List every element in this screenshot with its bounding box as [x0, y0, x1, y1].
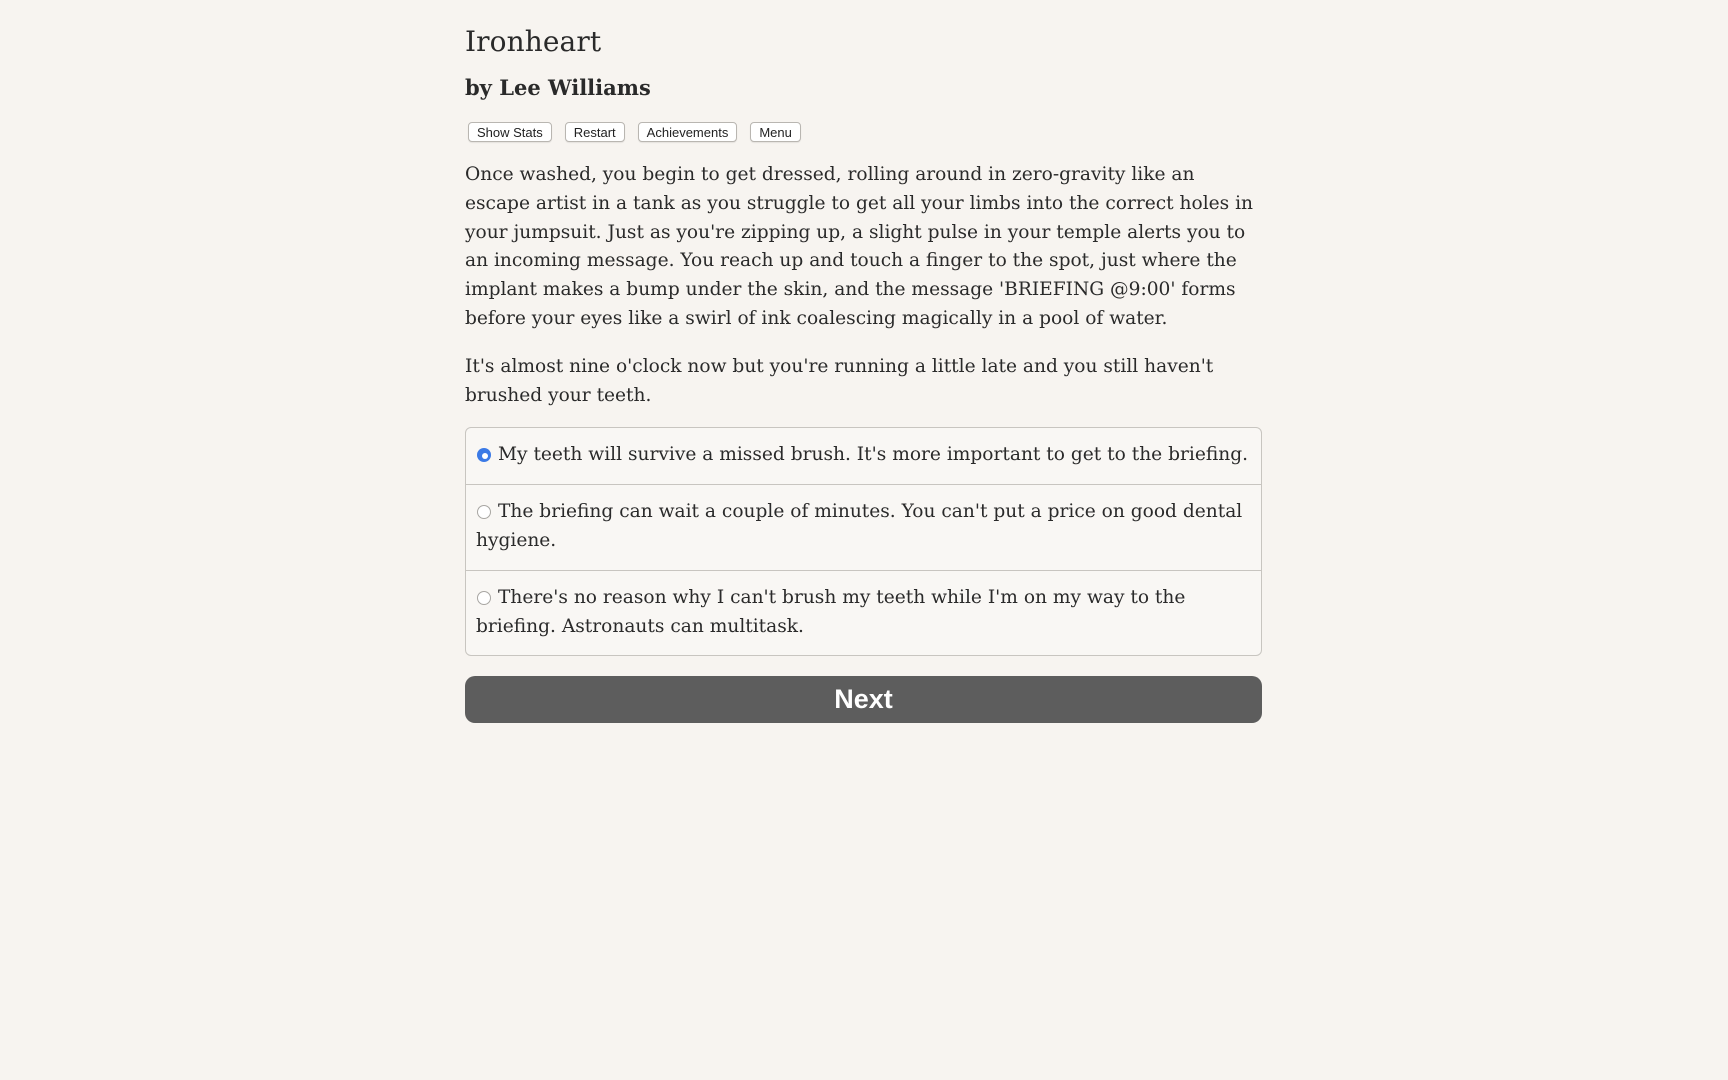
- choice-label: My teeth will survive a missed brush. It's more important to get to the briefing.: [498, 444, 1249, 466]
- choice-label: There's no reason why I can't brush my teeth while I'm on my way to the briefing. Astronauts can multitask.: [476, 586, 1186, 637]
- story-paragraph: It's almost nine o'clock now but you're running a little late and you still haven't brushed your teeth.: [465, 355, 1214, 406]
- game-author: by Lee Williams: [465, 75, 651, 100]
- choice-label: The briefing can wait a couple of minutes. You can't put a price on good dental hygiene.: [476, 501, 1243, 551]
- next-button[interactable]: Next: [465, 676, 1262, 723]
- game-container: [465, 20, 1262, 723]
- toolbar: [465, 122, 1262, 144]
- radio-unselected-icon[interactable]: [477, 591, 491, 605]
- story-paragraph: Once washed, you begin to get dressed, rolling around in zero-gravity like an escape artist in a tank as you struggle to get all your limbs into the correct holes in your jumpsuit. Just as you're zipping up, a slight pulse in your temple alerts you to an incoming message. You reach up and touch a finger to the spot, just where the implant makes a bump under the skin, and the message 'BRIEFING @9:00' forms before your eyes like a swirl of ink coalescing magically in a pool of water.: [465, 164, 1254, 329]
- radio-selected-icon[interactable]: [477, 448, 491, 462]
- choice-list: [465, 427, 1262, 656]
- choice-option-2[interactable]: [466, 484, 1261, 570]
- restart-button[interactable]: Restart: [565, 122, 625, 142]
- choice-option-3[interactable]: [466, 570, 1261, 656]
- achievements-button[interactable]: Achievements: [638, 122, 738, 142]
- show-stats-button[interactable]: Show Stats: [468, 122, 552, 142]
- choice-option-1[interactable]: [466, 428, 1261, 484]
- radio-unselected-icon[interactable]: [477, 505, 491, 519]
- game-title: Ironheart: [465, 25, 602, 58]
- menu-button[interactable]: Menu: [750, 122, 801, 142]
